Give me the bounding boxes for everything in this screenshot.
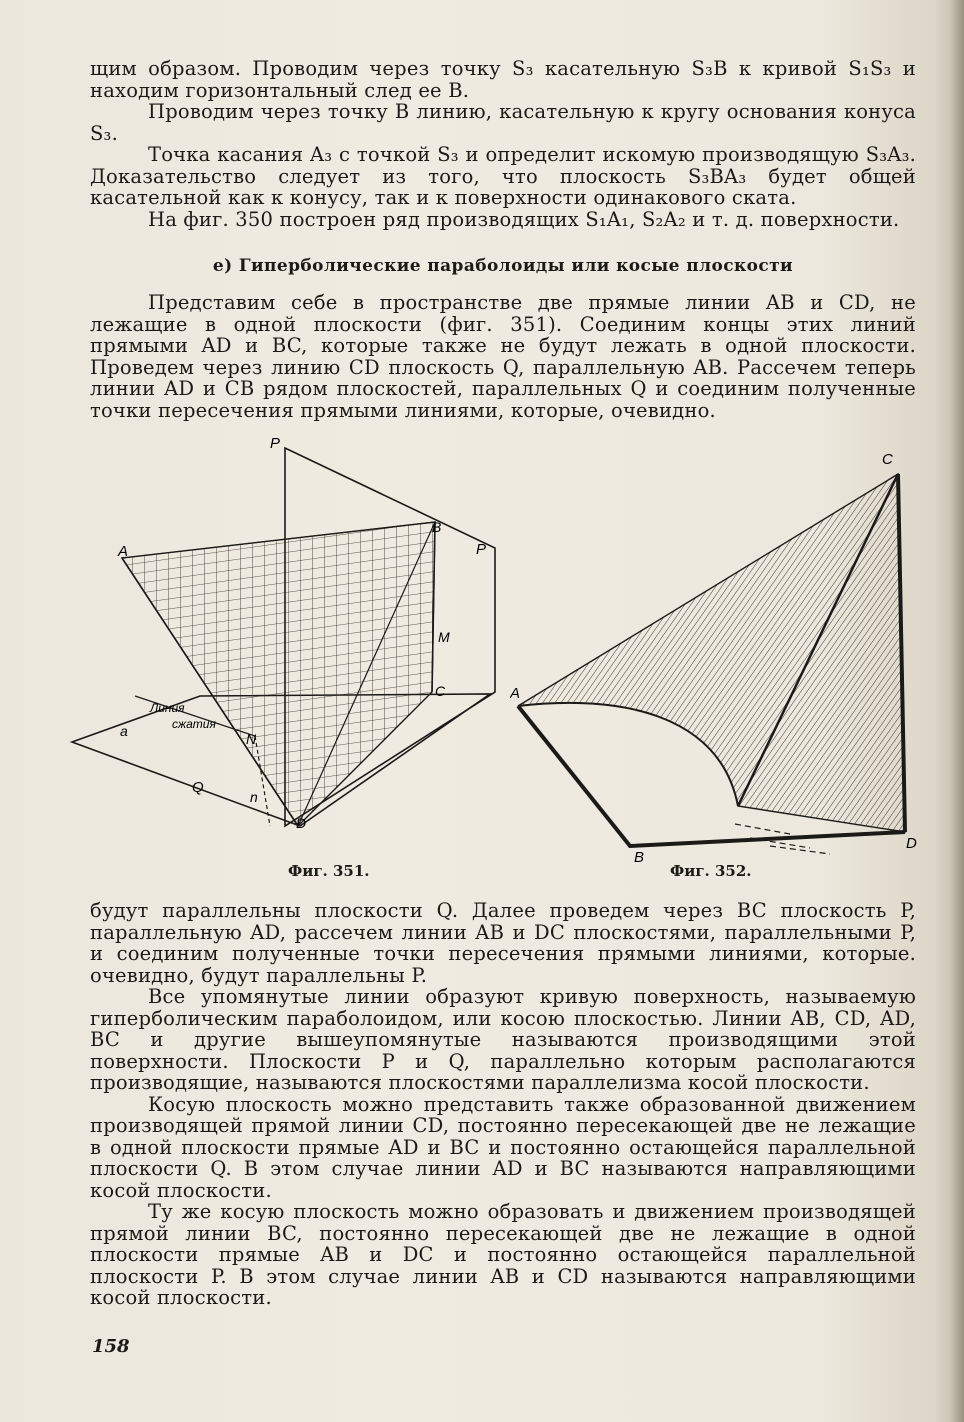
- paragraph: Косую плоскость можно представить также образованной движением производящей прямой линии CD, постоянно пересекающей две не лежащие в одной плоскости прямые AD и BC и постоянно остающейся параллельной плоскости Q. В этом случае линии AD и BC называются направляющими косой плоскости.: [90, 1092, 916, 1202]
- paragraph: Представим себе в пространстве две прямые линии AB и CD, не лежащие в одной плоскости (фиг. 351). Соединим концы этих линий прямыми AD и BC, которые также не будут лежать в одной плоскости. Проведем через линию CD плоскость Q, параллельную AB. Рассечем теперь линии AD и CB рядом плоскостей, параллельных Q и соединим полученные точки пересечения прямыми линиями, которые, очевидно.: [90, 291, 916, 422]
- paragraph: щим образом. Проводим через точку S₃ касательную S₃B к кривой S₁S₃ и находим горизонтальный след ее B.: [90, 57, 916, 102]
- fig351-label-b: B: [432, 519, 442, 535]
- fig351-label-p-top: P: [270, 435, 281, 452]
- fig352-label-d: D: [906, 835, 917, 852]
- paragraph: будут параллельны плоскости Q. Далее проведем через BC плоскость P, параллельную AD, рассечем линии AB и DC плоскостями, параллельными P, и соединим полученные точки пересечения прямыми линиями, которые. очевидно, будут параллельны P.: [90, 899, 916, 987]
- fig351-label-a: A: [118, 543, 129, 560]
- fig352-caption: Фиг. 352.: [670, 862, 752, 880]
- fig351-line-label-2: сжатия: [172, 717, 216, 731]
- fig351-label-n-lower: n: [250, 789, 258, 805]
- fig351-label-a-small: a: [120, 723, 128, 739]
- bottom-text-block: [90, 900, 916, 1309]
- fig351-label-m: M: [438, 629, 450, 645]
- paragraph: Ту же косую плоскость можно образовать и движением производящей прямой линии BC, постоянно пересекающей две не лежащие в одной плоскости прямые AB и DC и постоянно остающейся параллельной плоскости P. В этом случае линии AB и CD называются направляющими косой плоскости.: [90, 1200, 916, 1309]
- section-heading: е) Гиперболические параболоиды или косые плоскости: [212, 256, 794, 276]
- paragraph: Все упомянутые линии образуют кривую поверхность, называемую гиперболическим параболоидом, или косою плоскостью. Линии AB, CD, AD, BC и другие вышеупомянутые называются производящими этой поверхности. Плоскости P и Q, параллельно которым располагаются производящие, называются плоскостями параллелизма косой плоскости.: [90, 985, 916, 1094]
- fig351-line-label-1: Линия: [150, 701, 185, 715]
- paragraph: Проводим через точку B линию, касательную к кругу основания конуса S₃.: [90, 100, 916, 145]
- page-number: 158: [92, 1336, 130, 1357]
- fig351-label-p-right: P: [476, 541, 487, 558]
- paragraph: На фиг. 350 построен ряд производящих S₁A₁, S₂A₂ и т. д. поверхности.: [148, 207, 900, 231]
- intro-text-block: [90, 292, 916, 421]
- top-text-block: [90, 58, 916, 230]
- paragraph: Точка касания A₃ с точкой S₃ и определит искомую производящую S₃A₃. Доказательство следует из того, что плоскость S₃BA₃ будет общей касательной как к конусу, так и к поверхности одинакового ската.: [90, 143, 916, 209]
- fig352-label-b: B: [634, 849, 645, 864]
- figure-351-drawing: [60, 434, 500, 854]
- fig351-label-n-upper: N: [246, 731, 257, 747]
- figures-area: [60, 434, 930, 884]
- page-edge-shadow: [950, 0, 964, 1422]
- fig352-label-c: C: [882, 451, 893, 468]
- fig352-label-a: A: [510, 685, 521, 702]
- fig351-label-c: C: [435, 683, 446, 699]
- fig351-caption: Фиг. 351.: [288, 862, 370, 880]
- fig351-label-d: D: [296, 815, 307, 831]
- figure-352-drawing: [510, 444, 930, 864]
- fig351-label-q: Q: [192, 779, 204, 796]
- surface-grid: [122, 522, 435, 826]
